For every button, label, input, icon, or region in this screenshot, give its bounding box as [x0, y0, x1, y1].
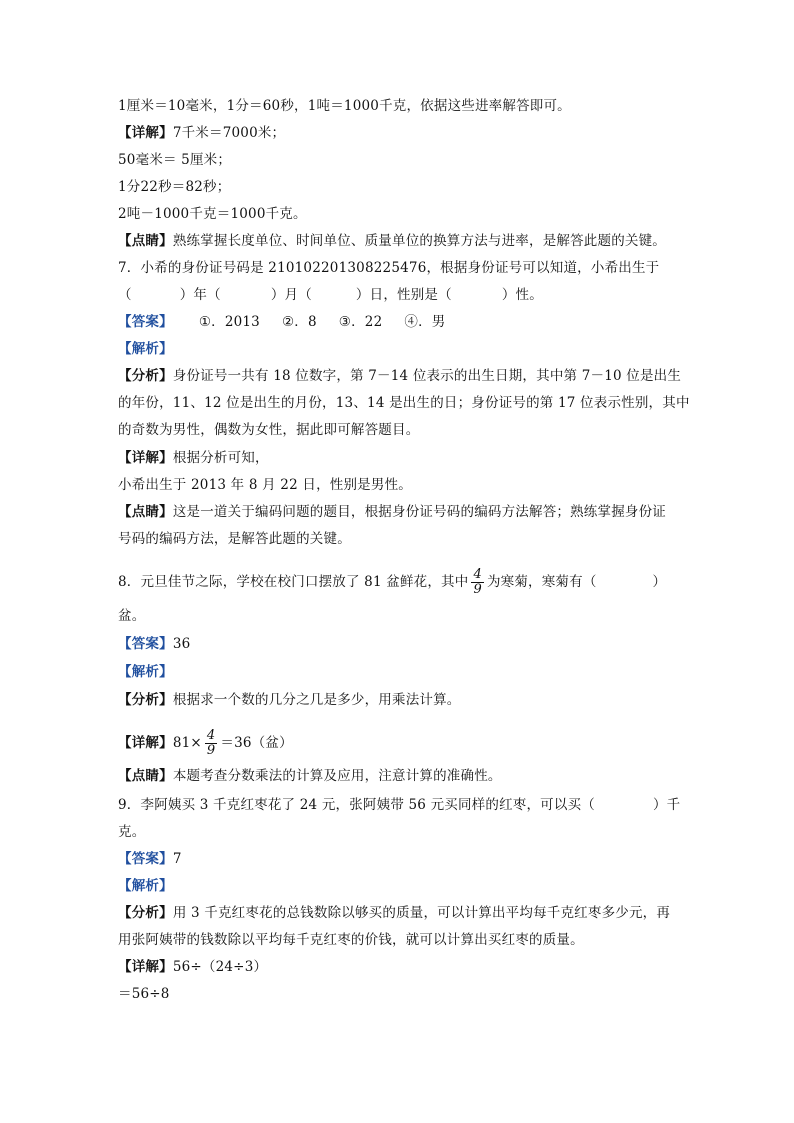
detail-tag: 【详解】 — [118, 959, 173, 975]
text-line: 盆。 — [118, 608, 146, 624]
question-7-answer — [118, 313, 445, 331]
comment-text: 本题考查分数乘法的计算及应用，注意计算的准确性。 — [172, 768, 502, 784]
comment-tag: 【点睛】 — [118, 768, 173, 784]
answer-item: ③．22 — [338, 314, 383, 330]
blank-year: ）年（ — [179, 287, 221, 303]
answer-tag: 【答案】 — [118, 314, 173, 330]
detail-text: 56÷（24÷3） — [172, 959, 268, 975]
answer-item: ④．男 — [404, 314, 446, 330]
text-line: 克。 — [118, 824, 146, 840]
text-line: 2吨－1000千克＝1000千克。 — [118, 206, 307, 222]
answer-tag: 【答案】 — [118, 636, 173, 652]
comment-text: 熟练掌握长度单位、时间单位、质量单位的换算方法与进率，是解答此题的关键。 — [172, 233, 667, 249]
text-line: 用张阿姨带的钱数除以平均每千克红枣的价钱，就可以计算出买红枣的质量。 — [118, 932, 584, 948]
text-line — [118, 124, 285, 142]
detail-tag: 【详解】 — [118, 735, 173, 751]
text-line: 1分22秒＝82秒； — [118, 179, 231, 195]
analysis-text: 身份证号一共有 18 位数字，第 7－14 位表示的出生日期，其中第 7－10 位是出生 — [172, 368, 682, 384]
text-line — [118, 958, 267, 976]
fraction: $\frac{4}{9}$ — [206, 728, 216, 758]
text-line: 1厘米＝10毫米，1分＝60秒，1吨＝1000千克，依据这些进率解答即可。 — [118, 98, 571, 114]
text-line — [118, 691, 461, 709]
detail-tag: 【详解】 — [118, 125, 173, 141]
fraction: $\frac{4}{9}$ — [473, 567, 482, 597]
text-line: 号码的编码方法，是解答此题的关键。 — [118, 531, 351, 547]
text-line: 【详解】81× $\frac{4}{9}$ ＝36（盆） — [118, 728, 293, 758]
question-9-answer — [118, 850, 182, 868]
analysis-heading: 【解析】 — [118, 664, 173, 680]
text-line — [118, 503, 666, 521]
text-line: ＝56÷8 — [118, 986, 170, 1002]
text-line — [118, 367, 681, 385]
blank-day: ）日，性别是（ — [355, 287, 452, 303]
analysis-tag: 【分析】 — [118, 368, 173, 384]
comment-tag: 【点睛】 — [118, 504, 173, 520]
answer-item: 7 — [172, 851, 182, 867]
question-7-text: 7．小希的身份证号码是 210102201308225476，根据身份证号可以知道，小希出生于 — [118, 260, 660, 276]
detail-tag: 【详解】 — [118, 450, 173, 466]
text-line: 的奇数为男性，偶数为女性，据此即可解答题目。 — [118, 422, 420, 438]
analysis-heading: 【解析】 — [118, 878, 173, 894]
comment-tag: 【点睛】 — [118, 233, 173, 249]
detail-text: 7千米＝7000米； — [172, 125, 286, 141]
analysis-text: 根据求一个数的几分之几是多少，用乘法计算。 — [172, 692, 461, 708]
text-line — [118, 449, 269, 467]
question-8-answer — [118, 635, 190, 653]
question-7-blanks — [118, 286, 543, 304]
question-8-text: 8．元旦佳节之际，学校在校门口摆放了 81 盆鲜花，其中 $\frac{4}{9}$ 为寒菊，寒菊有（ ） — [118, 567, 667, 597]
analysis-heading: 【解析】 — [118, 341, 173, 357]
blank-month: ）月（ — [270, 287, 312, 303]
text-line — [118, 232, 666, 250]
blank-open: （ — [118, 287, 132, 303]
analysis-tag: 【分析】 — [118, 905, 173, 921]
detail-text: 根据分析可知， — [172, 450, 269, 466]
analysis-tag: 【分析】 — [118, 692, 173, 708]
text-line: 小希出生于 2013 年 8 月 22 日，性别是男性。 — [118, 477, 412, 493]
blank-gender: ）性。 — [501, 287, 543, 303]
answer-item: ①．2013 — [198, 314, 260, 330]
text-line — [118, 904, 670, 922]
analysis-text: 用 3 千克红枣花的总钱数除以够买的质量，可以计算出平均每千克红枣多少元，再 — [172, 905, 671, 921]
answer-item: ②．8 — [281, 314, 317, 330]
answer-tag: 【答案】 — [118, 851, 173, 867]
question-9-text: 9．李阿姨买 3 千克红枣花了 24 元，张阿姨带 56 元买同样的红枣，可以买（ ）千 — [118, 797, 681, 813]
answer-item: 36 — [172, 636, 191, 652]
text-line: 50毫米＝ 5厘米； — [118, 152, 232, 168]
text-line: 的年份，11、12 位是出生的月份，13、14 是出生的日；身份证号的第 17 位表示性别，其中 — [118, 395, 690, 411]
comment-text: 这是一道关于编码问题的题目，根据身份证号码的编码方法解答；熟练掌握身份证 — [172, 504, 667, 520]
text-line — [118, 767, 502, 785]
